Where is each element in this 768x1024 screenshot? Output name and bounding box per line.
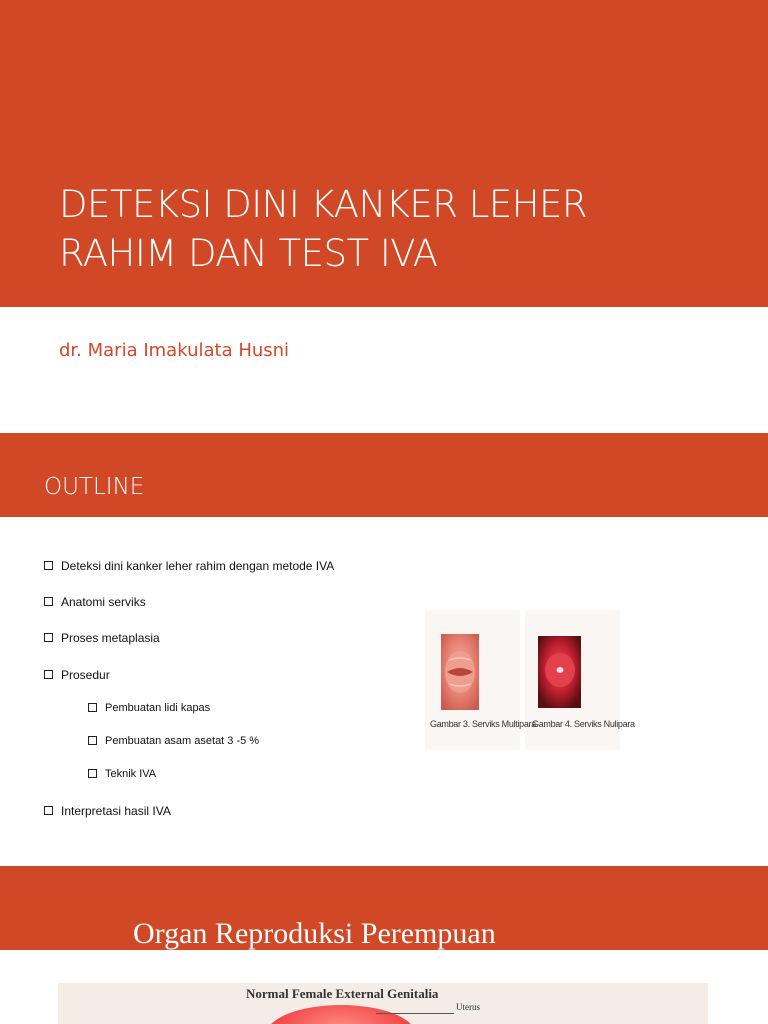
outline-subitem [88, 702, 210, 714]
outline-item-text: Prosedur [61, 668, 110, 682]
outline-item [44, 631, 160, 645]
anatomy-illustration [266, 1005, 416, 1024]
checkbox-bullet-icon [88, 769, 97, 778]
outline-subitem-text: Pembuatan lidi kapas [105, 702, 211, 714]
checkbox-bullet-icon [44, 561, 53, 570]
cervix-nulipara-image [538, 636, 581, 708]
outline-item-text: Deteksi dini kanker leher rahim dengan metode IVA [61, 559, 335, 573]
outline-subitem-text: Pembuatan asam asetat 3 -5 % [105, 735, 260, 747]
figure-caption: Gambar 3. Serviks Multipara [430, 719, 536, 729]
outline-item-text: Proses metaplasia [61, 631, 160, 645]
anatomy-figure [58, 983, 708, 1024]
outline-item [44, 668, 110, 682]
uterus-label: Uterus [456, 1002, 480, 1012]
presentation-title [59, 180, 699, 278]
anatomy-slide-title: Organ Reproduksi Perempuan [133, 917, 496, 950]
checkbox-bullet-icon [44, 633, 53, 642]
outline-subitem-text: Teknik IVA [105, 768, 157, 780]
outline-item [44, 595, 146, 609]
anatomy-figure-title: Normal Female External Genitalia [246, 986, 439, 1001]
outline-item-text: Anatomi serviks [61, 595, 146, 609]
checkbox-bullet-icon [44, 806, 53, 815]
outline-item [44, 804, 171, 818]
outline-item-text: Interpretasi hasil IVA [61, 804, 171, 818]
checkbox-bullet-icon [44, 670, 53, 679]
title-line-2: RAHIM DAN TEST IVA [59, 232, 438, 275]
cervix-multipara-image [441, 634, 479, 710]
checkbox-bullet-icon [44, 597, 53, 606]
slide-separator [0, 418, 768, 433]
checkbox-bullet-icon [88, 736, 97, 745]
author-name: dr. Maria Imakulata Husni [59, 340, 290, 361]
outline-item [44, 559, 334, 573]
outline-subitem [88, 768, 156, 780]
figure-caption: Gambar 4. Serviks Nulipara [532, 719, 635, 729]
label-leader-line [376, 1013, 454, 1014]
outline-heading: OUTLINE [44, 474, 145, 500]
checkbox-bullet-icon [88, 703, 97, 712]
outline-subitem [88, 735, 259, 747]
title-line-1: DETEKSI DINI KANKER LEHER [59, 183, 588, 226]
